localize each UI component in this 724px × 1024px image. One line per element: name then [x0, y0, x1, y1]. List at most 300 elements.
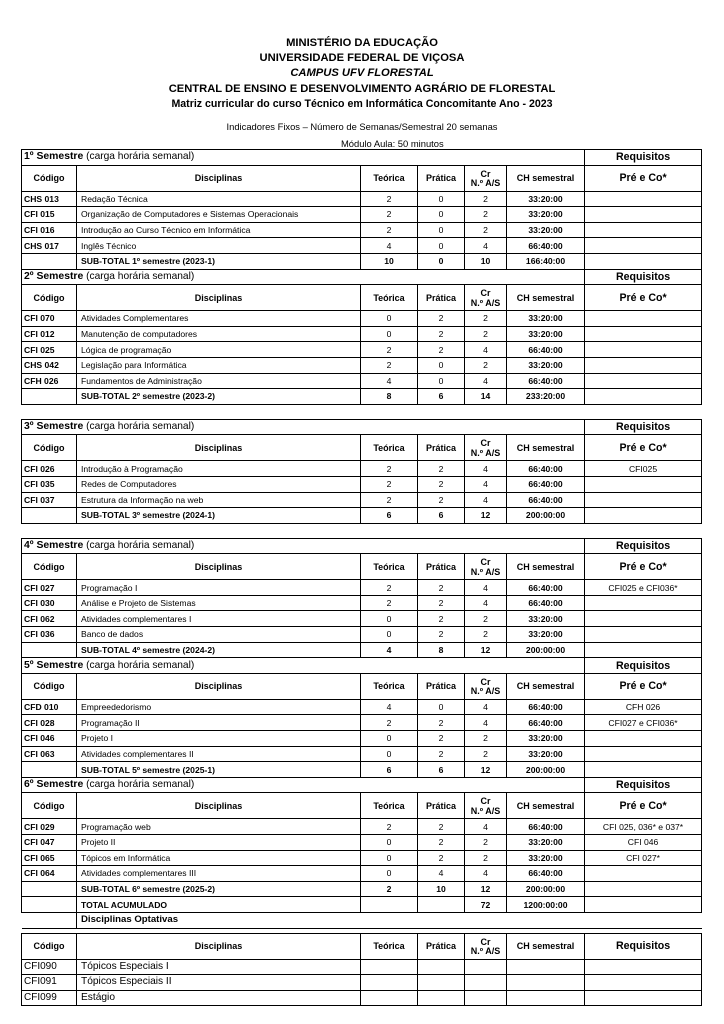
column-header-row: [22, 435, 702, 461]
table-row: [22, 476, 702, 492]
course-requisitos: CFI025 e CFI036*: [585, 580, 702, 596]
course-name: Lógica de programação: [77, 342, 361, 358]
course-pratica: 2: [418, 835, 465, 851]
header-ch-semestral: CH semestral: [507, 165, 585, 191]
course-teorica: 2: [361, 580, 418, 596]
header-disciplinas: Disciplinas: [77, 435, 361, 461]
header-cr-top: Cr: [480, 168, 491, 179]
header-teorica: Teórica: [361, 554, 418, 580]
subtotal-req-blank: [585, 508, 702, 524]
subtotal-ch: 166:40:00: [507, 253, 585, 269]
course-pratica: 2: [418, 850, 465, 866]
course-requisitos: [585, 492, 702, 508]
course-pratica: 2: [418, 580, 465, 596]
course-cr: 4: [465, 373, 507, 389]
course-name: Fundamentos de Administração: [77, 373, 361, 389]
course-requisitos: [585, 357, 702, 373]
course-ch: 33:20:00: [507, 611, 585, 627]
course-name: Estrutura da Informação na web: [77, 492, 361, 508]
semester-carga-label: (carga horária semanal): [86, 151, 195, 163]
header-cr-top: Cr: [480, 796, 491, 807]
header-disciplinas: Disciplinas: [77, 285, 361, 311]
header-pratica: Prática: [418, 435, 465, 461]
header-cr: [465, 673, 507, 699]
subtotal-req-blank: [585, 762, 702, 778]
course-cr: 2: [465, 191, 507, 207]
curriculum-table: [21, 149, 702, 1006]
header-teorica: Teórica: [361, 793, 418, 819]
empty-cell: [507, 975, 585, 991]
empty-cell: [585, 990, 702, 1006]
course-ch: 66:40:00: [507, 715, 585, 731]
course-ch: 66:40:00: [507, 461, 585, 477]
header-teorica: Teórica: [361, 165, 418, 191]
course-pratica: 2: [418, 715, 465, 731]
course-requisitos: [585, 595, 702, 611]
subtotal-teorica: 4: [361, 642, 418, 658]
course-requisitos: [585, 611, 702, 627]
course-teorica: 0: [361, 746, 418, 762]
subtotal-row: [22, 642, 702, 658]
spacer-cell: [22, 523, 702, 538]
subtotal-cr: 12: [465, 762, 507, 778]
subtotal-label: SUB-TOTAL 6º semestre (2025-2): [77, 881, 361, 897]
header-teorica: Teórica: [361, 673, 418, 699]
course-requisitos: [585, 311, 702, 327]
requisitos-title: Requisitos: [585, 150, 702, 166]
course-pratica: 2: [418, 492, 465, 508]
table-row: [22, 819, 702, 835]
course-name: Manutenção de computadores: [77, 326, 361, 342]
column-header-row: [22, 165, 702, 191]
course-pratica: 2: [418, 819, 465, 835]
subtotal-blank: [22, 389, 77, 405]
course-pratica: 0: [418, 373, 465, 389]
table-row: [22, 699, 702, 715]
total-row: [22, 897, 702, 913]
course-cr: 4: [465, 595, 507, 611]
semester-title: [22, 419, 585, 435]
header-pratica: Prática: [418, 793, 465, 819]
subtotal-ch: 200:00:00: [507, 881, 585, 897]
course-requisitos: CFH 026: [585, 699, 702, 715]
semester-carga-label: (carga horária semanal): [86, 421, 195, 433]
subtotal-cr: 10: [465, 253, 507, 269]
course-code: CFI 065: [22, 850, 77, 866]
course-cr: 2: [465, 611, 507, 627]
course-ch: 33:20:00: [507, 731, 585, 747]
semester-name: 1º Semestre: [24, 151, 84, 163]
course-teorica: 2: [361, 715, 418, 731]
table-row: [22, 342, 702, 358]
header-disciplinas: Disciplinas: [77, 554, 361, 580]
column-header-row: [22, 673, 702, 699]
course-code: CFI 029: [22, 819, 77, 835]
course-teorica: 0: [361, 835, 418, 851]
header-ch-semestral: CH semestral: [507, 933, 585, 959]
header-disciplinas: Disciplinas: [77, 793, 361, 819]
subtotal-req-blank: [585, 881, 702, 897]
semester-title: [22, 538, 585, 554]
header-cr-bottom: N.º A/S: [470, 178, 501, 189]
course-cr: 2: [465, 627, 507, 643]
empty-cell: [507, 959, 585, 975]
subtotal-req-blank: [585, 253, 702, 269]
course-code: CFI 062: [22, 611, 77, 627]
course-pratica: 2: [418, 746, 465, 762]
subtotal-teorica: 6: [361, 508, 418, 524]
requisitos-title: Requisitos: [585, 777, 702, 793]
semester-title: [22, 269, 585, 285]
requisitos-title: Requisitos: [585, 538, 702, 554]
semester-title: [22, 777, 585, 793]
total-req-blank: [585, 897, 702, 913]
course-teorica: 2: [361, 819, 418, 835]
requisitos-title: Requisitos: [585, 419, 702, 435]
course-ch: 66:40:00: [507, 595, 585, 611]
total-label: TOTAL ACUMULADO: [77, 897, 361, 913]
empty-cell: [418, 990, 465, 1006]
table-row: [22, 238, 702, 254]
subtotal-label: SUB-TOTAL 4º semestre (2024-2): [77, 642, 361, 658]
course-cr: 2: [465, 835, 507, 851]
course-cr: 4: [465, 866, 507, 882]
subtotal-cr: 12: [465, 881, 507, 897]
header-pratica: Prática: [418, 933, 465, 959]
course-ch: 33:20:00: [507, 746, 585, 762]
header-cr-bottom: N.º A/S: [470, 566, 501, 577]
course-requisitos: CFI 027*: [585, 850, 702, 866]
header-cr-top: Cr: [480, 676, 491, 687]
course-code: CFI 015: [22, 207, 77, 223]
course-name: Introdução ao Curso Técnico em Informática: [77, 222, 361, 238]
header-teorica: Teórica: [361, 435, 418, 461]
course-teorica: 0: [361, 611, 418, 627]
subtotal-label: SUB-TOTAL 3º semestre (2024-1): [77, 508, 361, 524]
course-cr: 2: [465, 222, 507, 238]
header-codigo: Código: [22, 554, 77, 580]
course-name: Programação II: [77, 715, 361, 731]
course-teorica: 2: [361, 492, 418, 508]
header-cr-bottom: N.º A/S: [470, 447, 501, 458]
total-ch: 1200:00:00: [507, 897, 585, 913]
optativa-name: Tópicos Especiais I: [77, 959, 361, 975]
course-ch: 33:20:00: [507, 627, 585, 643]
course-cr: 2: [465, 207, 507, 223]
course-cr: 2: [465, 326, 507, 342]
empty-cell: [361, 990, 418, 1006]
course-code: CFI 027: [22, 580, 77, 596]
course-requisitos: [585, 373, 702, 389]
course-code: CHS 017: [22, 238, 77, 254]
empty-cell: [585, 959, 702, 975]
empty-cell: [465, 975, 507, 991]
header-disciplinas: Disciplinas: [77, 933, 361, 959]
course-cr: 4: [465, 580, 507, 596]
course-code: CFH 026: [22, 373, 77, 389]
course-requisitos: [585, 191, 702, 207]
header-pre-co: Pré e Co*: [585, 435, 702, 461]
subtotal-cr: 12: [465, 508, 507, 524]
empty-cell: [361, 959, 418, 975]
semester-name: 4º Semestre: [24, 539, 84, 551]
requisitos-title: Requisitos: [585, 658, 702, 674]
course-code: CFI 063: [22, 746, 77, 762]
course-pratica: 2: [418, 461, 465, 477]
table-row: [22, 207, 702, 223]
semester-title-row: [22, 269, 702, 285]
subtotal-ch: 200:00:00: [507, 642, 585, 658]
subtotal-pratica: 6: [418, 762, 465, 778]
header-teorica: Teórica: [361, 933, 418, 959]
table-row: [22, 990, 702, 1006]
course-pratica: 0: [418, 699, 465, 715]
subtotal-blank: [22, 253, 77, 269]
course-pratica: 2: [418, 342, 465, 358]
course-name: Atividades complementares III: [77, 866, 361, 882]
course-teorica: 4: [361, 373, 418, 389]
course-pratica: 2: [418, 611, 465, 627]
table-row: [22, 373, 702, 389]
header-cr-bottom: N.º A/S: [470, 297, 501, 308]
course-name: Tópicos em Informática: [77, 850, 361, 866]
semester-title-row: [22, 777, 702, 793]
course-ch: 33:20:00: [507, 311, 585, 327]
semester-carga-label: (carga horária semanal): [86, 779, 195, 791]
course-ch: 33:20:00: [507, 326, 585, 342]
header-teorica: Teórica: [361, 285, 418, 311]
course-pratica: 2: [418, 595, 465, 611]
spacer-cell: [22, 404, 702, 419]
course-teorica: 2: [361, 357, 418, 373]
course-ch: 66:40:00: [507, 866, 585, 882]
header-cr: [465, 285, 507, 311]
header-pratica: Prática: [418, 285, 465, 311]
course-name: Introdução à Programação: [77, 461, 361, 477]
header-cr: [465, 554, 507, 580]
total-cr: 72: [465, 897, 507, 913]
course-teorica: 2: [361, 461, 418, 477]
empty-cell: [507, 990, 585, 1006]
info-indicadores: Indicadores Fixos – Número de Semanas/Semestral 20 semanas: [226, 121, 498, 132]
subtotal-pratica: 0: [418, 253, 465, 269]
total-teorica-blank: [361, 897, 418, 913]
course-requisitos: [585, 342, 702, 358]
document-header: [0, 36, 724, 112]
course-code: CFI 070: [22, 311, 77, 327]
course-code: CFI 025: [22, 342, 77, 358]
header-pratica: Prática: [418, 673, 465, 699]
course-code: CHS 042: [22, 357, 77, 373]
course-cr: 4: [465, 699, 507, 715]
spacer-row: [22, 523, 702, 538]
course-cr: 2: [465, 850, 507, 866]
course-code: CFI 016: [22, 222, 77, 238]
subtotal-pratica: 6: [418, 508, 465, 524]
table-row: [22, 191, 702, 207]
course-code: CFD 010: [22, 699, 77, 715]
header-codigo: Código: [22, 933, 77, 959]
subtotal-row: [22, 881, 702, 897]
column-header-row: [22, 793, 702, 819]
semester-name: 6º Semestre: [24, 779, 84, 791]
course-name: Redação Técnica: [77, 191, 361, 207]
subtotal-ch: 233:20:00: [507, 389, 585, 405]
course-code: CFI 035: [22, 476, 77, 492]
course-ch: 33:20:00: [507, 207, 585, 223]
header-central: CENTRAL DE ENSINO E DESENVOLVIMENTO AGRÁRIO DE FLORESTAL: [168, 82, 556, 95]
course-pratica: 0: [418, 207, 465, 223]
course-name: Análise e Projeto de Sistemas: [77, 595, 361, 611]
course-code: CFI 028: [22, 715, 77, 731]
subtotal-cr: 14: [465, 389, 507, 405]
course-code: CHS 013: [22, 191, 77, 207]
subtotal-ch: 200:00:00: [507, 508, 585, 524]
semester-carga-label: (carga horária semanal): [86, 270, 195, 282]
course-teorica: 4: [361, 699, 418, 715]
requisitos-title: Requisitos: [585, 269, 702, 285]
course-ch: 66:40:00: [507, 373, 585, 389]
course-requisitos: CFI 025, 036* e 037*: [585, 819, 702, 835]
table-row: [22, 461, 702, 477]
course-cr: 4: [465, 715, 507, 731]
subtotal-teorica: 6: [361, 762, 418, 778]
course-ch: 66:40:00: [507, 238, 585, 254]
table-row: [22, 357, 702, 373]
semester-title-row: [22, 658, 702, 674]
total-blank: [22, 897, 77, 913]
course-teorica: 4: [361, 238, 418, 254]
subtotal-pratica: 10: [418, 881, 465, 897]
course-ch: 66:40:00: [507, 492, 585, 508]
header-disciplinas: Disciplinas: [77, 673, 361, 699]
header-codigo: Código: [22, 793, 77, 819]
header-cr-top: Cr: [480, 288, 491, 299]
table-row: [22, 222, 702, 238]
course-cr: 2: [465, 311, 507, 327]
header-cr-top: Cr: [480, 438, 491, 449]
subtotal-label: SUB-TOTAL 5º semestre (2025-1): [77, 762, 361, 778]
course-name: Projeto I: [77, 731, 361, 747]
header-cr-top: Cr: [480, 936, 491, 947]
subtotal-label: SUB-TOTAL 1º semestre (2023-1): [77, 253, 361, 269]
header-codigo: Código: [22, 435, 77, 461]
course-name: Programação web: [77, 819, 361, 835]
course-name: Projeto II: [77, 835, 361, 851]
course-cr: 4: [465, 342, 507, 358]
course-teorica: 0: [361, 326, 418, 342]
course-pratica: 0: [418, 238, 465, 254]
subtotal-req-blank: [585, 642, 702, 658]
course-pratica: 2: [418, 476, 465, 492]
course-teorica: 2: [361, 191, 418, 207]
header-pre-co: Pré e Co*: [585, 165, 702, 191]
course-ch: 33:20:00: [507, 357, 585, 373]
course-pratica: 2: [418, 627, 465, 643]
course-name: Empreededorismo: [77, 699, 361, 715]
semester-name: 5º Semestre: [24, 659, 84, 671]
subtotal-blank: [22, 642, 77, 658]
empty-cell: [465, 959, 507, 975]
course-ch: 33:20:00: [507, 222, 585, 238]
course-ch: 66:40:00: [507, 342, 585, 358]
course-code: CFI 026: [22, 461, 77, 477]
subtotal-row: [22, 762, 702, 778]
course-cr: 4: [465, 461, 507, 477]
semester-title-row: [22, 419, 702, 435]
course-code: CFI 036: [22, 627, 77, 643]
course-name: Atividades complementares II: [77, 746, 361, 762]
course-code: CFI 030: [22, 595, 77, 611]
course-requisitos: CFI025: [585, 461, 702, 477]
empty-cell: [361, 975, 418, 991]
course-requisitos: [585, 866, 702, 882]
subtotal-teorica: 10: [361, 253, 418, 269]
semester-title: [22, 150, 585, 166]
subtotal-ch: 200:00:00: [507, 762, 585, 778]
header-cr: [465, 793, 507, 819]
header-pre-co: Pré e Co*: [585, 554, 702, 580]
subtotal-row: [22, 253, 702, 269]
course-teorica: 2: [361, 222, 418, 238]
total-pratica-blank: [418, 897, 465, 913]
course-pratica: 2: [418, 731, 465, 747]
table-row: [22, 611, 702, 627]
header-cr-bottom: N.º A/S: [470, 805, 501, 816]
course-pratica: 2: [418, 326, 465, 342]
semester-title-row: [22, 150, 702, 166]
header-codigo: Código: [22, 673, 77, 699]
course-requisitos: [585, 207, 702, 223]
subtotal-blank: [22, 762, 77, 778]
optativas-title: Disciplinas Optativas: [77, 912, 702, 928]
course-teorica: 2: [361, 207, 418, 223]
header-pre-co: Pré e Co*: [585, 285, 702, 311]
course-code: CFI 037: [22, 492, 77, 508]
course-requisitos: [585, 326, 702, 342]
header-cr: [465, 435, 507, 461]
course-code: CFI 012: [22, 326, 77, 342]
course-cr: 2: [465, 746, 507, 762]
course-code: CFI 064: [22, 866, 77, 882]
header-campus: CAMPUS UFV FLORESTAL: [290, 67, 434, 80]
empty-cell: [465, 990, 507, 1006]
semester-title-row: [22, 538, 702, 554]
header-codigo: Código: [22, 165, 77, 191]
spacer-row: [22, 404, 702, 419]
course-ch: 66:40:00: [507, 580, 585, 596]
header-disciplinas: Disciplinas: [77, 165, 361, 191]
header-ministerio: MINISTÉRIO DA EDUCAÇÃO: [286, 37, 438, 49]
semester-title: [22, 658, 585, 674]
info-modulo-aula: Módulo Aula: 50 minutos: [341, 138, 444, 149]
header-pratica: Prática: [418, 165, 465, 191]
course-cr: 4: [465, 492, 507, 508]
course-requisitos: CFI027 e CFI036*: [585, 715, 702, 731]
header-ch-semestral: CH semestral: [507, 285, 585, 311]
subtotal-pratica: 8: [418, 642, 465, 658]
empty-cell: [418, 975, 465, 991]
header-matriz-title: Matriz curricular do curso Técnico em Informática Concomitante Ano - 2023: [171, 97, 553, 110]
course-requisitos: CFI 046: [585, 835, 702, 851]
semester-name: 2º Semestre: [24, 270, 84, 282]
course-name: Banco de dados: [77, 627, 361, 643]
table-row: [22, 850, 702, 866]
course-code: CFI 046: [22, 731, 77, 747]
course-requisitos: [585, 222, 702, 238]
header-universidade: UNIVERSIDADE FEDERAL DE VIÇOSA: [259, 52, 465, 65]
course-teorica: 0: [361, 627, 418, 643]
